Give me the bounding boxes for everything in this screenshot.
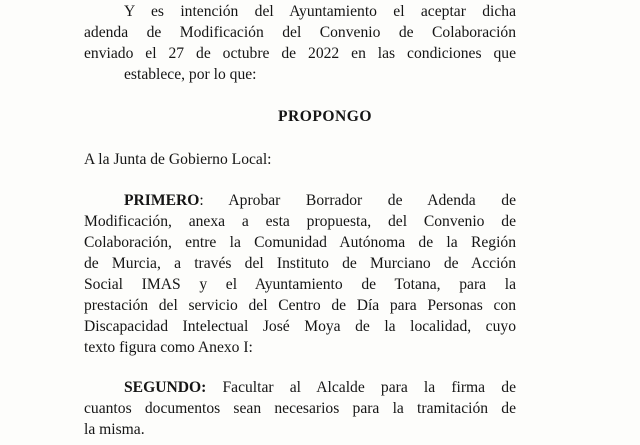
- text-line: Social IMAS y el Ayuntamiento de Totana, para la: [84, 276, 516, 293]
- segundo-first-line: Facultar al Alcalde para la firma de: [206, 379, 516, 396]
- text-line: cuantos documentos sean necesarios para la tramitación de: [84, 400, 516, 417]
- intro-paragraph: [84, 1, 516, 85]
- text-line: prestación del servicio del Centro de Día para Personas con: [84, 297, 516, 314]
- addressee-line: A la Junta de Gobierno Local:: [84, 151, 272, 168]
- primero-first-line: : Aprobar Borrador de Adenda de: [199, 192, 516, 209]
- text-line: [84, 377, 516, 398]
- text-line: adenda de Modificación del Convenio de Colaboración: [84, 24, 516, 41]
- segundo-label: SEGUNDO:: [124, 379, 207, 396]
- text-line: la misma.: [84, 421, 145, 438]
- text-line: Colaboración, entre la Comunidad Autónoma de la Región: [84, 234, 516, 251]
- segundo-paragraph: [84, 377, 516, 440]
- text-line: de Murcia, a través del Instituto de Murciano de Acción: [84, 255, 516, 272]
- text-line: enviado el 27 de octubre de 2022 en las condiciones que: [84, 45, 516, 62]
- addressee-paragraph: [84, 149, 516, 170]
- primero-label: PRIMERO: [124, 192, 200, 209]
- text-line: [84, 190, 516, 211]
- primero-paragraph: [84, 190, 516, 358]
- text-line: Discapacidad Intelectual José Moya de la localidad, cuyo: [84, 318, 516, 335]
- text-line: Modificación, anexa a esta propuesta, del Convenio de: [84, 213, 516, 230]
- text-line: establece, por lo que:: [124, 66, 257, 83]
- text-line: texto figura como Anexo I:: [84, 339, 253, 356]
- text-line: Y es intención del Ayuntamiento el aceptar dicha: [124, 3, 516, 20]
- section-heading: PROPONGO: [277, 108, 373, 125]
